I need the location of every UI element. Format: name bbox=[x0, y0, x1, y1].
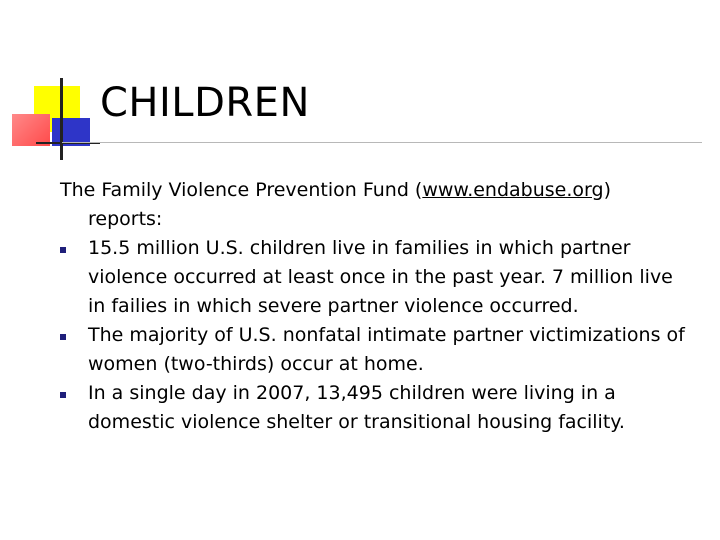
list-item bbox=[60, 234, 690, 321]
square-bullet-icon bbox=[60, 334, 66, 340]
list-item bbox=[60, 379, 690, 437]
slide-logo-decoration bbox=[0, 0, 110, 170]
intro-text-after: ) reports: bbox=[88, 179, 611, 230]
square-bullet-icon bbox=[60, 392, 66, 398]
slide-title: CHILDREN bbox=[100, 80, 310, 126]
endabuse-link[interactable]: www.endabuse.org bbox=[422, 179, 604, 201]
slide-body bbox=[60, 176, 690, 437]
bullet-text: The majority of U.S. nonfatal intimate partner victimizations of women (two-thirds) occur at home. bbox=[88, 324, 685, 375]
square-bullet-icon bbox=[60, 247, 66, 253]
list-item bbox=[60, 321, 690, 379]
bullet-text: 15.5 million U.S. children live in families in which partner violence occurred at least once in the past year. 7 million live in failies in which severe partner violence occurred. bbox=[88, 237, 673, 317]
intro-paragraph bbox=[60, 176, 690, 234]
intro-text-before: The Family Violence Prevention Fund ( bbox=[60, 179, 423, 201]
bullet-list bbox=[60, 234, 690, 437]
logo-vertical-line bbox=[60, 78, 63, 160]
title-divider bbox=[62, 142, 702, 143]
bullet-text: In a single day in 2007, 13,495 children were living in a domestic violence shelter or transitional housing facility. bbox=[88, 382, 625, 433]
